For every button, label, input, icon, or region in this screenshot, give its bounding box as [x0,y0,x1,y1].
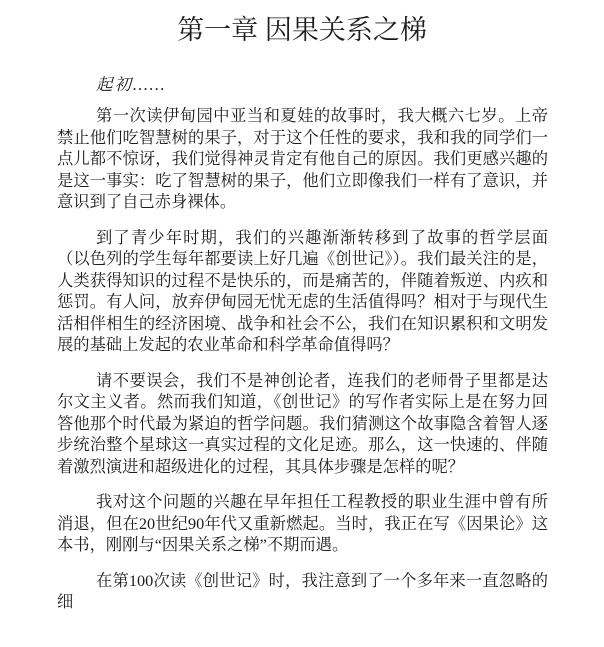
chapter-title: 第一章 因果关系之梯 [177,15,427,45]
paragraph-1: 第一次读伊甸园中亚当和夏娃的故事时，我大概六七岁。上帝禁止他们吃智慧树的果子，对于这个任性的要求，我和我的同学们一点儿都不惊讶，我们觉得神灵肯定有他自己的原因。我们更感兴趣的是这一事实：吃了智慧树的果子，他们立即像我们一样有了意识，并意识到了自己赤身裸体。 [57,106,548,211]
page-content [57,71,548,613]
section-heading: 起初…… [96,75,167,94]
paragraph-2: 到了青少年时期，我们的兴趣渐渐转移到了故事的哲学层面（以色列的学生每年都要读上好几遍《创世记》）。我们最关注的是，人类获得知识的过程不是快乐的，而是痛苦的，伴随着叛逆、内疚和惩罚。有人问，放弃伊甸园无忧无虑的生活值得吗？相对于与现代生活相伴相生的经济困境、战争和社会不公，我们在知识累积和文明发展的基础上发起的农业革命和科学革命值得吗？ [57,227,548,354]
paragraph-5-truncated: 在第100次读《创世记》时，我注意到了一个多年来一直忽略的细 [57,570,548,611]
paragraph-3: 请不要误会，我们不是神创论者，连我们的老师骨子里都是达尔文主义者。然而我们知道，《创世记》的写作者实际上是在努力回答他那个时代最为紧迫的哲学问题。我们猜测这个故事隐含着智人逐步统治整个星球这一真实过程的文化足迹。那么，这一快速的、伴随着激烈演进和超级进化的过程，其具体步骤是怎样的呢？ [57,370,548,476]
paragraph-4: 我对这个问题的兴趣在早年担任工程教授的职业生涯中曾有所消退，但在20世纪90年代又重新燃起。当时，我正在写《因果论》这本书，刚刚与“因果关系之梯”不期而遇。 [57,492,548,554]
